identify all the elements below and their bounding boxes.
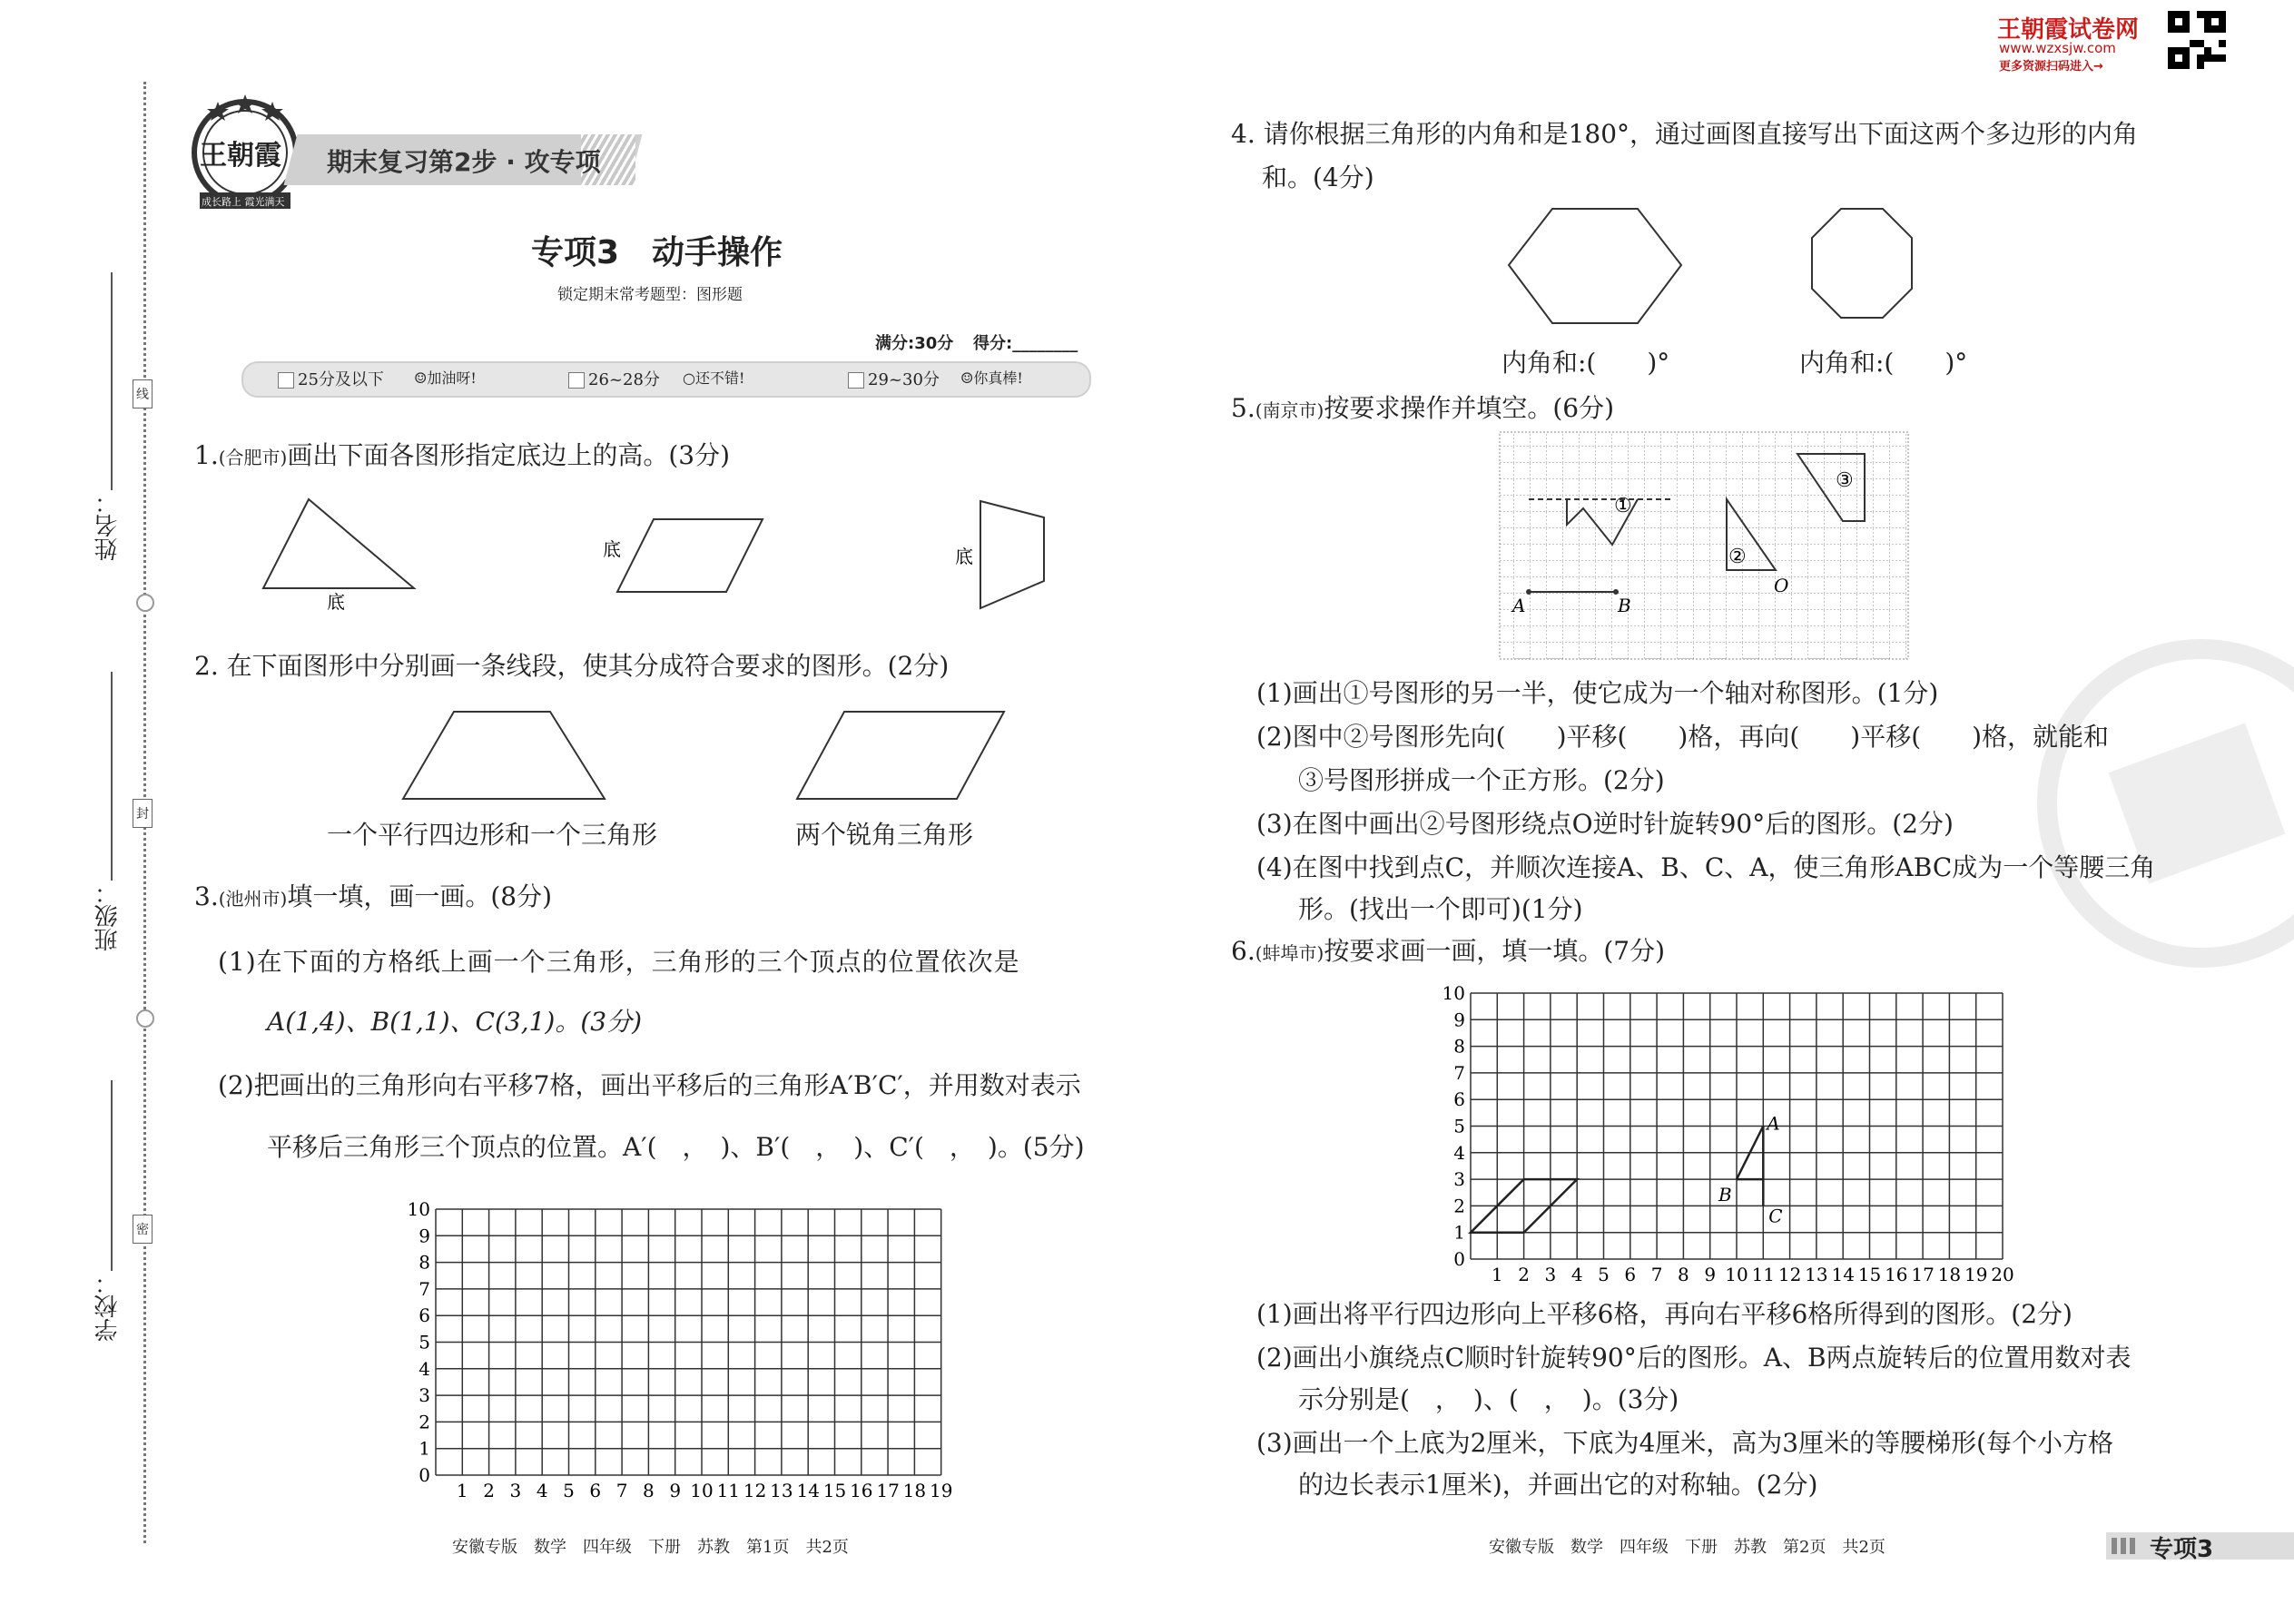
footer-tag: 专项3	[2150, 1536, 2214, 1563]
x-tick-label: 16	[1885, 1264, 1908, 1285]
y-tick-label: 6	[1453, 1088, 1465, 1111]
q1-shapes[interactable]	[254, 490, 1071, 626]
checkbox[interactable]	[278, 372, 294, 389]
q5-grid[interactable]	[1498, 430, 1912, 663]
y-tick-label: 4	[1453, 1141, 1465, 1164]
scale-label: 26~28分	[588, 370, 660, 389]
scale-label: 29~30分	[868, 370, 940, 389]
x-tick-label: 20	[1991, 1264, 2014, 1285]
y-tick-label: 10	[1442, 982, 1465, 1004]
q2-parallelogram	[797, 712, 1004, 799]
q1-source: (合肥市)	[218, 447, 288, 468]
y-tick-label: 5	[418, 1331, 430, 1353]
x-tick-label: 12	[1777, 1264, 1802, 1285]
q2-caption-2: 两个锐角三角形	[795, 820, 974, 850]
q2-shapes[interactable]	[399, 708, 1017, 808]
scale-comment-2: ○还不错!	[683, 369, 745, 387]
q5-sub2-line2: ③号图形拼成一个正方形。(2分)	[1298, 765, 1665, 795]
q4-shapes[interactable]	[1507, 205, 1925, 332]
footer-right: 安徽专版 数学 四年级 下册 苏教 第2页 共2页	[1489, 1538, 1885, 1557]
q1-num: 1.	[194, 440, 219, 470]
scale-comment-1: ☺加油呀!	[414, 369, 477, 387]
x-tick-label: 8	[1678, 1264, 1689, 1285]
y-tick-label: 7	[418, 1277, 430, 1300]
score-full: 满分:30分	[875, 334, 954, 353]
x-tick-label: 2	[483, 1480, 495, 1501]
qr-code-icon[interactable]	[2168, 11, 2226, 69]
x-tick-label: 19	[929, 1480, 953, 1501]
q6-sub2-line1: (2)画出小旗绕点C顺时针旋转90°后的图形。A、B两点旋转后的位置用数对表	[1256, 1343, 2132, 1373]
q1-base-label-2: 底	[603, 538, 621, 560]
q6-sub3-line1: (3)画出一个上底为2厘米，下底为4厘米，高为3厘米的等腰梯形(每个小方格	[1256, 1428, 2114, 1458]
x-tick-label: 6	[589, 1480, 602, 1501]
y-tick-label: 8	[1453, 1035, 1465, 1058]
q2-trapezoid	[403, 712, 605, 799]
y-tick-label: 9	[418, 1225, 430, 1247]
y-tick-label: 8	[418, 1251, 430, 1274]
x-tick-label: 4	[1570, 1264, 1583, 1285]
x-tick-label: 17	[1911, 1264, 1935, 1285]
q6-grid[interactable]	[1434, 973, 2033, 1291]
q3-part2-line1: (2)把画出的三角形向右平移7格，画出平移后的三角形A′B′C′，并用数对表示	[218, 1070, 1081, 1100]
x-tick-label: 1	[1491, 1264, 1503, 1285]
x-tick-label: 5	[1598, 1264, 1610, 1285]
q5-label-O: O	[1774, 575, 1789, 596]
brand-url[interactable]: www.wzxsjw.com	[1999, 40, 2116, 56]
tag-line: 线	[133, 379, 153, 408]
q1-parallelogram	[617, 519, 763, 592]
scale-comment: 加油呀!	[427, 369, 477, 387]
x-tick-label: 7	[615, 1480, 628, 1501]
x-tick-label: 13	[770, 1480, 793, 1501]
q1-base-label-3: 底	[955, 546, 973, 567]
y-tick-label: 4	[418, 1357, 430, 1380]
tag-cut: 密	[133, 1215, 153, 1244]
y-tick-label: 3	[1453, 1168, 1465, 1191]
margin-circle-1	[136, 594, 154, 612]
y-tick-label: 0	[1453, 1248, 1465, 1270]
x-tick-label: 2	[1518, 1264, 1530, 1285]
q1-trapezoid	[980, 501, 1044, 608]
q5-label-A: A	[1512, 595, 1526, 616]
q6-source: (蚌埠市)	[1255, 942, 1324, 964]
q5-num: 5.	[1231, 393, 1255, 423]
q6-label-A: A	[1767, 1112, 1780, 1135]
q1-base-label-1: 底	[327, 591, 345, 613]
school-line[interactable]	[111, 1080, 113, 1271]
x-tick-label: 3	[509, 1480, 522, 1501]
q5-text: 按要求操作并填空。(6分)	[1324, 393, 1614, 423]
checkbox[interactable]	[848, 372, 864, 389]
x-tick-label: 5	[563, 1480, 575, 1501]
scale-item-3[interactable]	[848, 367, 940, 390]
x-tick-label: 17	[876, 1480, 900, 1501]
q6-label-C: C	[1768, 1205, 1783, 1227]
scale-comment: 你真棒!	[973, 369, 1023, 387]
y-tick-label: 2	[1453, 1195, 1465, 1217]
x-tick-label: 18	[902, 1480, 927, 1501]
x-tick-label: 13	[1805, 1264, 1828, 1285]
q6-num: 6.	[1231, 936, 1255, 966]
class-line[interactable]	[111, 672, 113, 881]
brand-name[interactable]: 王朝霞试卷网	[1997, 16, 2140, 44]
x-tick-label: 16	[850, 1480, 873, 1501]
q6-sub2-line2: 示分别是( ， )、( ， )。(3分)	[1298, 1384, 1679, 1414]
page-subtitle: 锁定期末常考题型：图形题	[557, 286, 743, 304]
q6-sub3-line2: 的边长表示1厘米)，并画出它的对称轴。(2分)	[1298, 1470, 1818, 1500]
school-label: 学校：	[94, 1271, 122, 1342]
q5-label-B: B	[1618, 595, 1631, 616]
q4-hexagon	[1509, 209, 1681, 323]
q3-text: 填一填，画一画。(8分)	[287, 881, 552, 911]
y-tick-label: 3	[418, 1384, 430, 1407]
page-title: 专项3 动手操作	[531, 234, 783, 271]
y-tick-label: 1	[1453, 1221, 1465, 1244]
x-tick-label: 19	[1964, 1264, 1988, 1285]
x-tick-label: 18	[1937, 1264, 1962, 1285]
logo-name: 王朝霞	[200, 140, 281, 172]
x-tick-label: 11	[716, 1480, 741, 1501]
q2-prompt: 2. 在下面图形中分别画一条线段，使其分成符合要求的图形。(2分)	[194, 651, 950, 681]
q5-prompt	[1231, 389, 1614, 425]
q1-text: 画出下面各图形指定底边上的高。(3分)	[287, 440, 730, 470]
q6-sub1: (1)画出将平行四边形向上平移6格，再向右平移6格所得到的图形。(2分)	[1256, 1299, 2072, 1329]
q5-label-one: ①	[1614, 495, 1632, 517]
q3-part2-line2: 平移后三角形三个顶点的位置。A′( ， )、B′( ， )、C′( ， )。(5分)	[267, 1132, 1085, 1162]
brand-note: 更多资源扫码进入→	[1999, 60, 2103, 74]
scale-comment-3: ☺你真棒!	[960, 369, 1023, 387]
q5-sub4-line1: (4)在图中找到点C，并顺次连接A、B、C、A，使三角形ABC成为一个等腰三角	[1256, 852, 2156, 882]
q5-sub1: (1)画出①号图形的另一半，使它成为一个轴对称图形。(1分)	[1256, 678, 1939, 708]
q2-caption-1: 一个平行四边形和一个三角形	[327, 820, 658, 850]
q3-grid[interactable]	[399, 1189, 980, 1507]
y-tick-label: 7	[1453, 1061, 1465, 1084]
y-tick-label: 9	[1453, 1009, 1465, 1031]
scale-item-2[interactable]	[568, 367, 660, 390]
q4-answer-2[interactable]: 内角和:( )°	[1799, 348, 1968, 378]
q4-prompt-line2: 和。(4分)	[1262, 162, 1374, 192]
q4-prompt-line1: 4. 请你根据三角形的内角和是180°，通过画图直接写出下面这两个多边形的内角	[1231, 119, 2139, 149]
q3-prompt	[194, 877, 552, 913]
x-tick-label: 15	[1857, 1264, 1882, 1285]
footer-tag-dots	[2112, 1538, 2137, 1554]
y-tick-label: 6	[418, 1304, 430, 1327]
q6-prompt	[1231, 931, 1665, 968]
y-tick-label: 0	[418, 1464, 430, 1486]
x-tick-label: 7	[1650, 1264, 1663, 1285]
logo-ribbon: 成长路上 霞光满天	[202, 196, 285, 208]
q5-sub3: (3)在图中画出②号图形绕点O逆时针旋转90°后的图形。(2分)	[1256, 809, 1954, 839]
x-tick-label: 11	[1751, 1264, 1776, 1285]
name-line[interactable]	[111, 272, 113, 490]
x-tick-label: 14	[1831, 1264, 1855, 1285]
footer-left: 安徽专版 数学 四年级 下册 苏教 第1页 共2页	[452, 1538, 849, 1557]
x-tick-label: 1	[456, 1480, 468, 1501]
x-tick-label: 9	[1704, 1264, 1717, 1285]
x-tick-label: 6	[1624, 1264, 1637, 1285]
q5-sub4-line2: 形。(找出一个即可)(1分)	[1298, 894, 1583, 924]
x-tick-label: 14	[796, 1480, 820, 1501]
scale-label: 25分及以下	[298, 370, 384, 389]
q5-label-three: ③	[1836, 469, 1854, 492]
x-tick-label: 3	[1544, 1264, 1557, 1285]
q3-num: 3.	[194, 881, 219, 911]
q6-label-B: B	[1718, 1184, 1732, 1206]
watermark-seal	[2033, 635, 2294, 980]
scale-item-1[interactable]	[278, 367, 384, 390]
y-tick-label: 2	[418, 1411, 430, 1433]
q5-sub2-line1: (2)图中②号图形先向( )平移( )格，再向( )平移( )格，就能和	[1256, 722, 2110, 752]
name-label: 姓名：	[94, 490, 122, 561]
score-got[interactable]: 得分:________	[973, 334, 1078, 353]
tag-seal: 封	[133, 799, 153, 828]
scale-comment: 还不错!	[694, 369, 745, 387]
q3-part1-line1: (1)在下面的方格纸上画一个三角形，三角形的三个顶点的位置依次是	[218, 947, 1020, 977]
q5-label-two: ②	[1728, 546, 1747, 568]
q3-source: (池州市)	[218, 888, 288, 910]
checkbox[interactable]	[568, 372, 585, 389]
q5-source: (南京市)	[1255, 399, 1324, 421]
margin-circle-2	[136, 1009, 154, 1028]
banner-text: 期末复习第2步 · 攻专项	[327, 147, 601, 177]
q1-triangle	[263, 499, 414, 588]
q1-prompt	[194, 436, 730, 472]
x-tick-label: 10	[1725, 1264, 1748, 1285]
x-tick-label: 9	[669, 1480, 682, 1501]
x-tick-label: 15	[822, 1480, 847, 1501]
q4-answer-1[interactable]: 内角和:( )°	[1501, 348, 1670, 378]
q4-octagon	[1812, 209, 1912, 318]
y-tick-label: 1	[418, 1437, 430, 1460]
y-tick-label: 10	[407, 1198, 430, 1220]
x-tick-label: 8	[643, 1480, 655, 1501]
q3-part1-line2: A(1,4)、B(1,1)、C(3,1)。(3分)	[267, 1007, 643, 1037]
q6-flag-pole	[1737, 1127, 1763, 1206]
x-tick-label: 10	[690, 1480, 714, 1501]
y-tick-label: 5	[1453, 1115, 1465, 1137]
class-label: 班级：	[94, 881, 122, 951]
x-tick-label: 12	[743, 1480, 767, 1501]
q6-text: 按要求画一画，填一填。(7分)	[1324, 936, 1665, 966]
x-tick-label: 4	[536, 1480, 548, 1501]
